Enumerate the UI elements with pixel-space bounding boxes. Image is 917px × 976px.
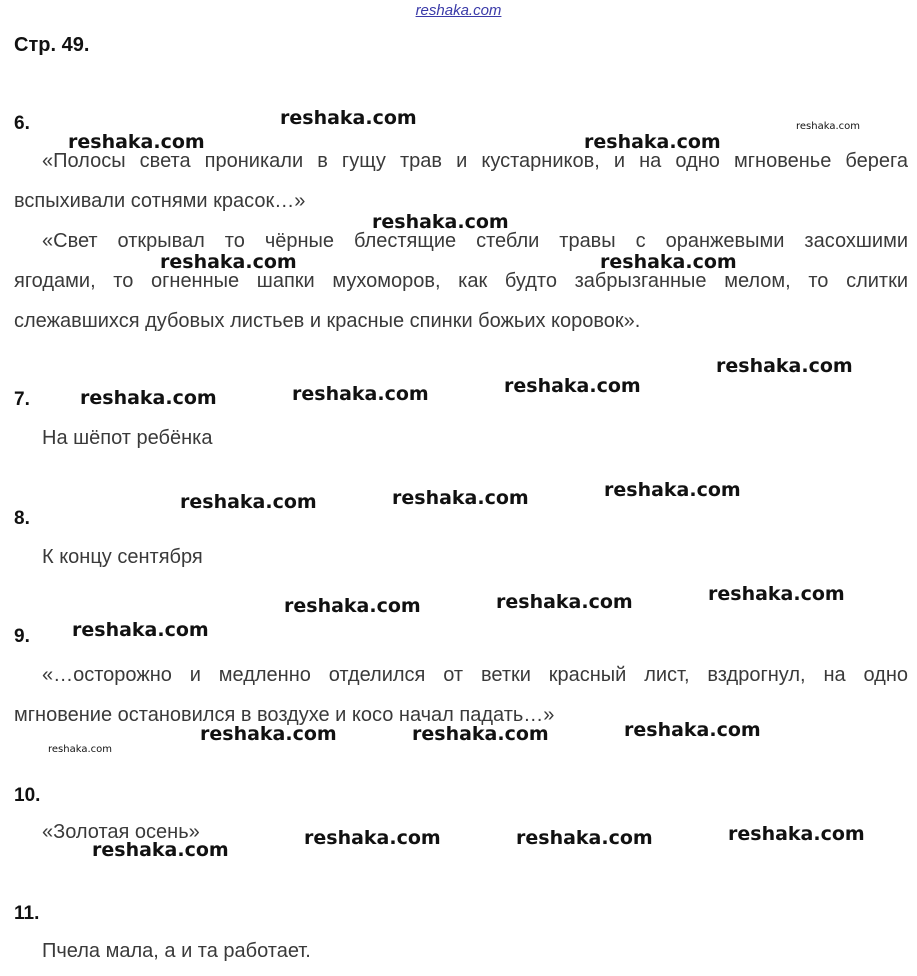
watermark: reshaka.com xyxy=(716,355,853,377)
watermark: reshaka.com xyxy=(604,479,741,501)
answer-9-line-2: мгновение остановился в воздухе и косо начал падать…» xyxy=(14,704,555,726)
watermark: reshaka.com xyxy=(496,591,633,613)
header-watermark[interactable]: reshaka.com xyxy=(415,2,502,19)
answer-7-text: На шёпот ребёнка xyxy=(42,427,213,449)
answer-11-text: Пчела мала, а и та работает. xyxy=(42,940,311,962)
watermark: reshaka.com xyxy=(72,619,209,641)
watermark: reshaka.com xyxy=(280,107,417,129)
watermark: reshaka.com xyxy=(200,723,337,745)
watermark: reshaka.com xyxy=(516,827,653,849)
watermark: reshaka.com xyxy=(92,839,229,861)
watermark: reshaka.com xyxy=(600,251,737,273)
watermark: reshaka.com xyxy=(160,251,297,273)
answer-7-number: 7. xyxy=(14,389,30,410)
watermark: reshaka.com xyxy=(284,595,421,617)
answer-6-line-2: вспыхивали сотнями красок…» xyxy=(14,190,306,212)
answer-6-line-4: ягодами, то огненные шапки мухоморов, как будто забрызганные мелом, то слитки xyxy=(14,270,908,292)
watermark: reshaka.com xyxy=(624,719,761,741)
answer-6-line-3: «Свет открывал то чёрные блестящие стебли травы с оранжевыми засохшими xyxy=(42,230,908,252)
watermark: reshaka.com xyxy=(372,211,509,233)
answer-10-text: «Золотая осень» xyxy=(42,821,200,843)
watermark-small: reshaka.com xyxy=(796,121,860,132)
answer-11-number: 11. xyxy=(14,903,40,924)
watermark: reshaka.com xyxy=(304,827,441,849)
watermark-small: reshaka.com xyxy=(48,744,112,755)
answer-8-number: 8. xyxy=(14,508,30,529)
watermark: reshaka.com xyxy=(728,823,865,845)
answer-6-line-1: «Полосы света проникали в гущу трав и кустарников, и на одно мгновенье берега xyxy=(42,150,908,172)
watermark: reshaka.com xyxy=(80,387,217,409)
answer-8-text: К концу сентября xyxy=(42,546,203,568)
answer-9-number: 9. xyxy=(14,626,30,647)
watermark: reshaka.com xyxy=(68,131,205,153)
watermark: reshaka.com xyxy=(412,723,549,745)
page-title: Стр. 49. xyxy=(14,34,90,56)
answer-10-number: 10. xyxy=(14,785,41,806)
watermark: reshaka.com xyxy=(392,487,529,509)
answer-9-line-1: «…осторожно и медленно отделился от ветки красный лист, вздрогнул, на одно xyxy=(42,664,908,686)
watermark: reshaka.com xyxy=(180,491,317,513)
watermark: reshaka.com xyxy=(708,583,845,605)
answer-6-line-5: слежавшихся дубовых листьев и красные спинки божьих коровок». xyxy=(14,310,641,332)
answer-6-number: 6. xyxy=(14,113,30,134)
watermark: reshaka.com xyxy=(292,383,429,405)
watermark: reshaka.com xyxy=(584,131,721,153)
watermark: reshaka.com xyxy=(504,375,641,397)
